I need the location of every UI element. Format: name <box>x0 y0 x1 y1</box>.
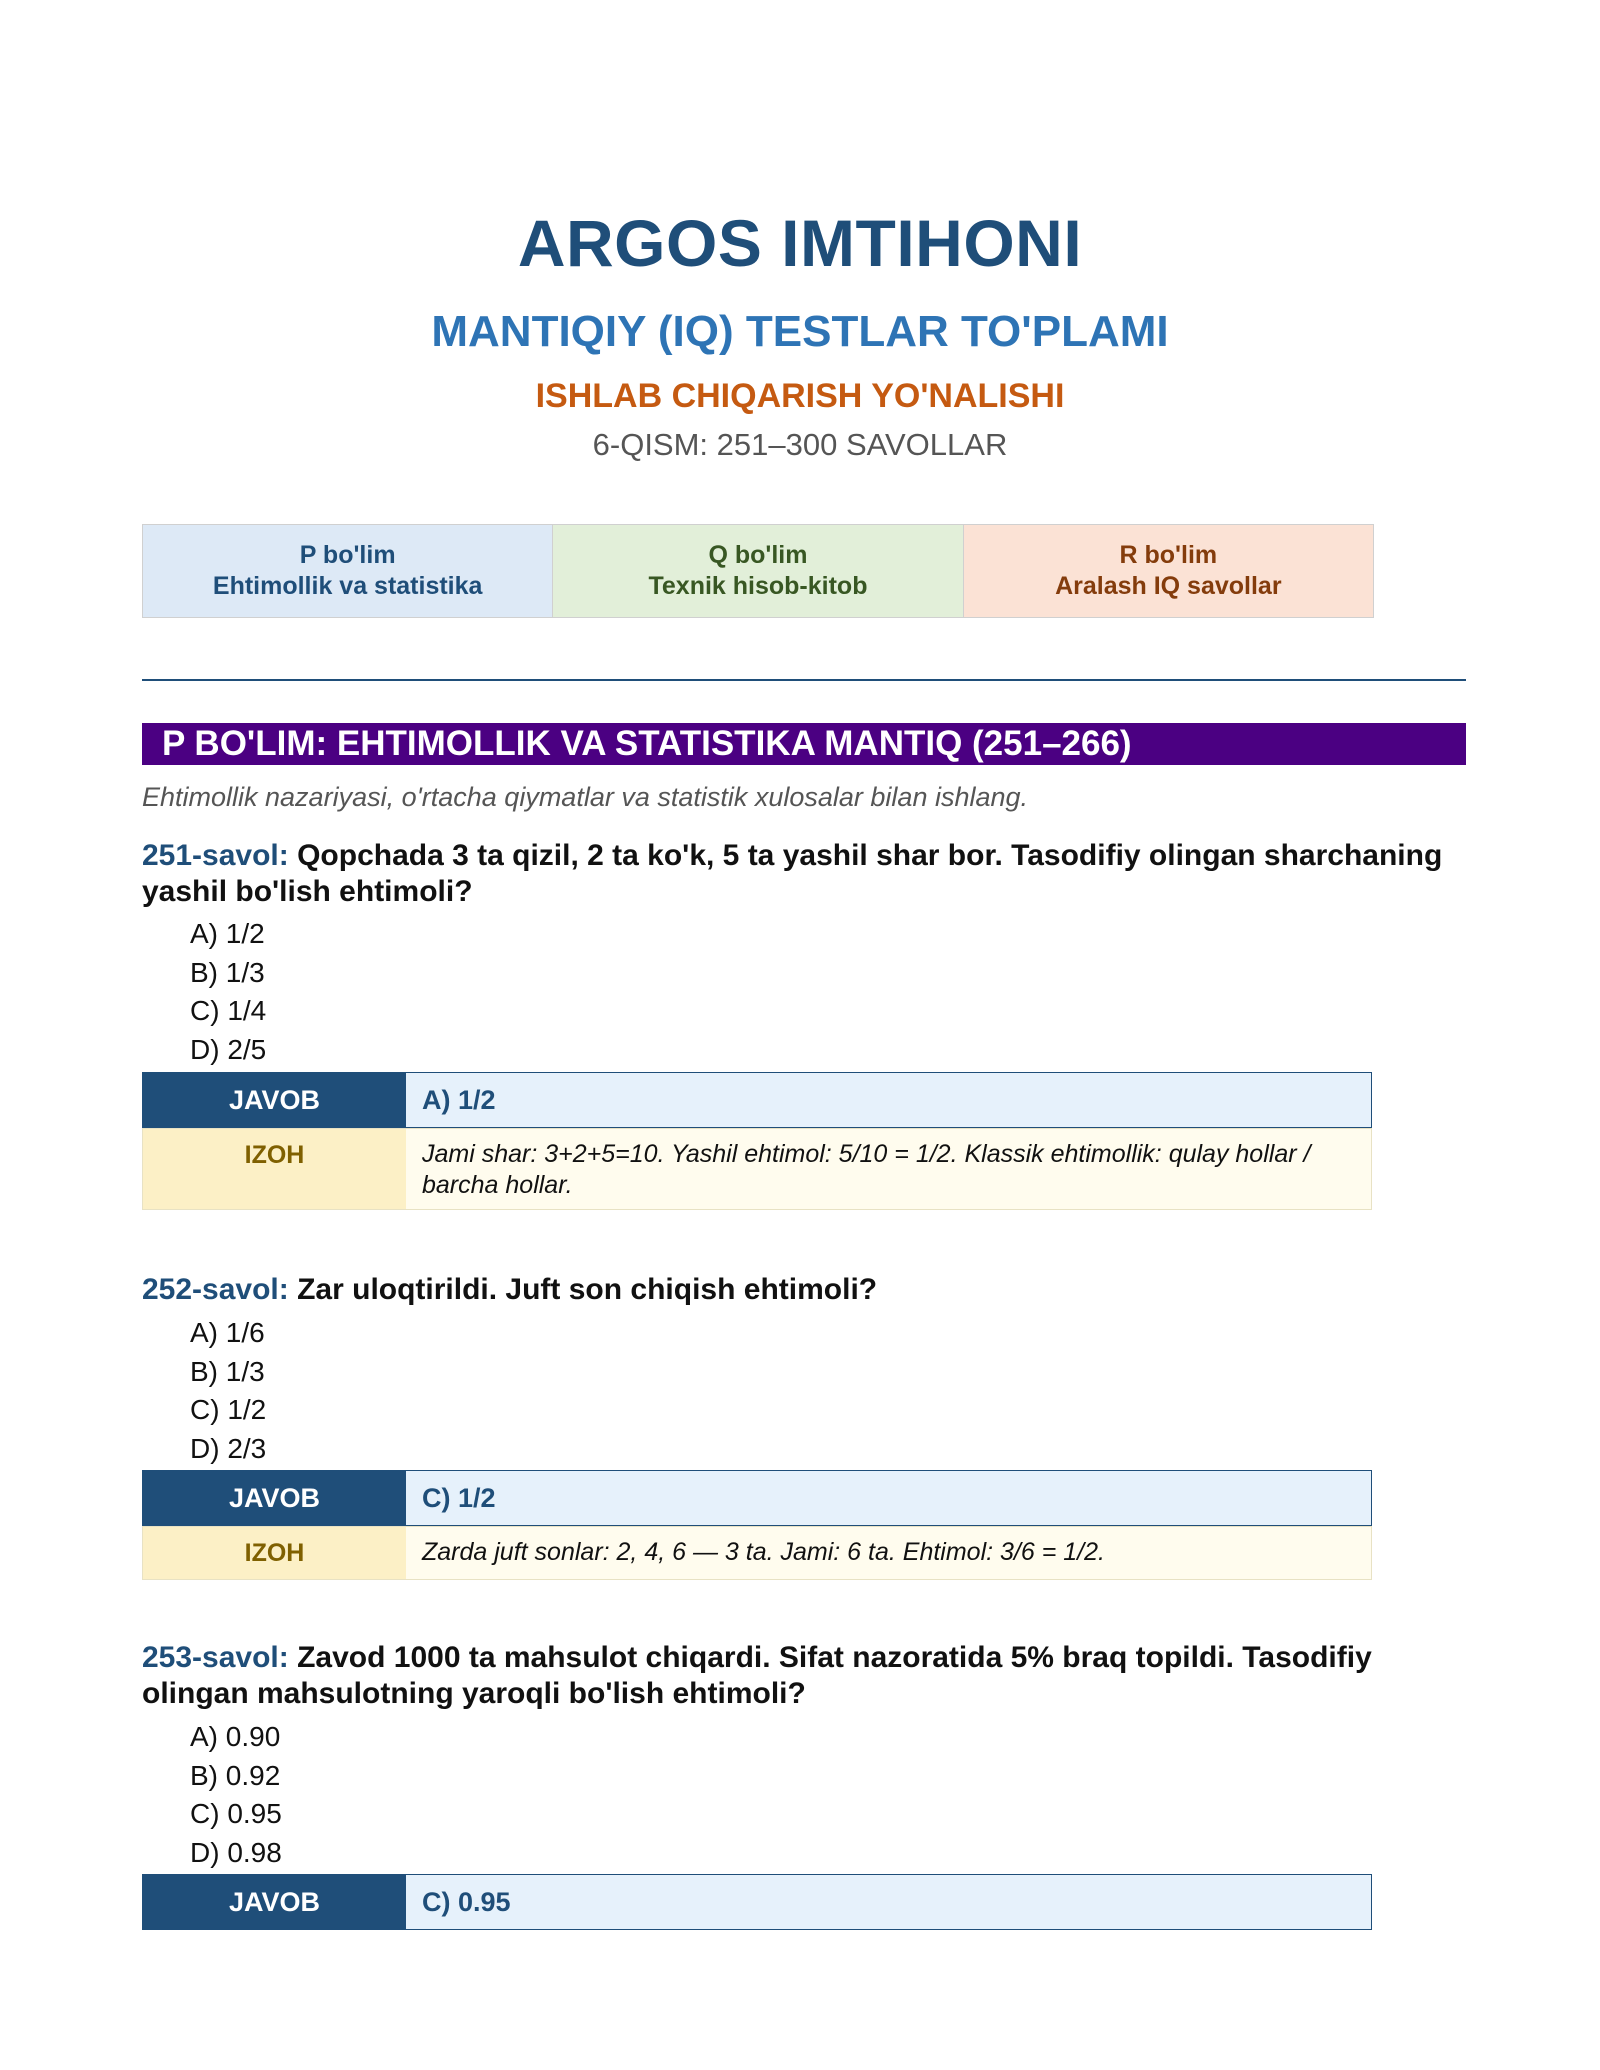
answer-label: JAVOB <box>143 1471 406 1525</box>
options-list <box>190 1314 266 1468</box>
option-c: C) 1/4 <box>190 995 267 1026</box>
option-a: A) 1/6 <box>190 1317 265 1348</box>
options-list <box>190 915 266 1069</box>
explanation-row <box>142 1128 1372 1210</box>
section-r-desc: Aralash IQ savollar <box>1055 572 1282 600</box>
answer-label: JAVOB <box>143 1875 406 1929</box>
answer-value: C) 1/2 <box>406 1471 1371 1525</box>
question-251 <box>142 838 1466 910</box>
section-intro: Ehtimollik nazariyasi, o'rtacha qiymatlar va statistik xulosalar bilan ishlang. <box>142 782 1029 812</box>
option-b: B) 1/3 <box>190 956 265 988</box>
question-number: 251-savol: <box>142 839 289 872</box>
question-text: Qopchada 3 ta qizil, 2 ta ko'k, 5 ta yashil shar bor. Tasodifiy olingan sharchaning yashil bo'lish ehtimoli? <box>142 839 1443 908</box>
question-text: Zar uloqtirildi. Juft son chiqish ehtimoli? <box>297 1273 878 1306</box>
section-banner: P BO'LIM: EHTIMOLLIK VA STATISTIKA MANTIQ (251–266) <box>142 723 1466 765</box>
option-d: D) 2/5 <box>190 1033 267 1065</box>
explanation-text: Jami shar: 3+2+5=10. Yashil ehtimol: 5/10 = 1/2. Klassik ehtimollik: qulay hollar / barcha hollar. <box>406 1129 1371 1209</box>
horizontal-divider <box>142 679 1466 681</box>
section-q-desc: Texnik hisob-kitob <box>648 572 868 600</box>
question-252 <box>142 1272 1466 1308</box>
options-list <box>190 1718 282 1872</box>
question-text: Zavod 1000 ta mahsulot chiqardi. Sifat nazoratida 5% braq topildi. Tasodifiy olingan mahsulotning yaroqli bo'lish ehtimoli? <box>142 1641 1372 1710</box>
answer-value: C) 0.95 <box>406 1875 1371 1929</box>
option-c: C) 1/2 <box>190 1394 267 1425</box>
option-b: B) 1/3 <box>190 1355 265 1387</box>
explanation-label: IZOH <box>143 1527 406 1579</box>
sections-table <box>142 524 1374 618</box>
section-p-desc: Ehtimollik va statistika <box>212 572 483 600</box>
section-p-name: P bo'lim <box>299 541 396 569</box>
option-a: A) 1/2 <box>190 918 265 949</box>
section-r-name: R bo'lim <box>1119 541 1218 569</box>
question-number: 253-savol: <box>142 1641 289 1674</box>
option-d: D) 0.98 <box>190 1836 282 1868</box>
section-r-cell <box>964 525 1373 617</box>
document-direction: ISHLAB CHIQARISH YO'NALISHI <box>535 377 1065 415</box>
document-subtitle: MANTIQIY (IQ) TESTLAR TO'PLAMI <box>431 307 1169 356</box>
section-p-cell <box>143 525 553 617</box>
answer-label: JAVOB <box>143 1073 406 1127</box>
option-b: B) 0.92 <box>190 1759 281 1791</box>
section-q-name: Q bo'lim <box>708 541 808 569</box>
question-number: 252-savol: <box>142 1273 289 1306</box>
option-a: A) 0.90 <box>190 1721 281 1752</box>
answer-value: A) 1/2 <box>406 1073 1371 1127</box>
document-title: ARGOS IMTIHONI <box>517 206 1083 280</box>
document-part: 6-QISM: 251–300 SAVOLLAR <box>592 427 1008 462</box>
question-253 <box>142 1640 1466 1712</box>
explanation-label: IZOH <box>143 1129 406 1209</box>
explanation-row <box>142 1526 1372 1580</box>
answer-row <box>142 1874 1372 1930</box>
section-q-cell <box>553 525 963 617</box>
answer-row <box>142 1072 1372 1128</box>
answer-row <box>142 1470 1372 1526</box>
option-d: D) 2/3 <box>190 1432 267 1464</box>
explanation-text: Zarda juft sonlar: 2, 4, 6 — 3 ta. Jami: 6 ta. Ehtimol: 3/6 = 1/2. <box>406 1527 1371 1579</box>
option-c: C) 0.95 <box>190 1798 282 1829</box>
